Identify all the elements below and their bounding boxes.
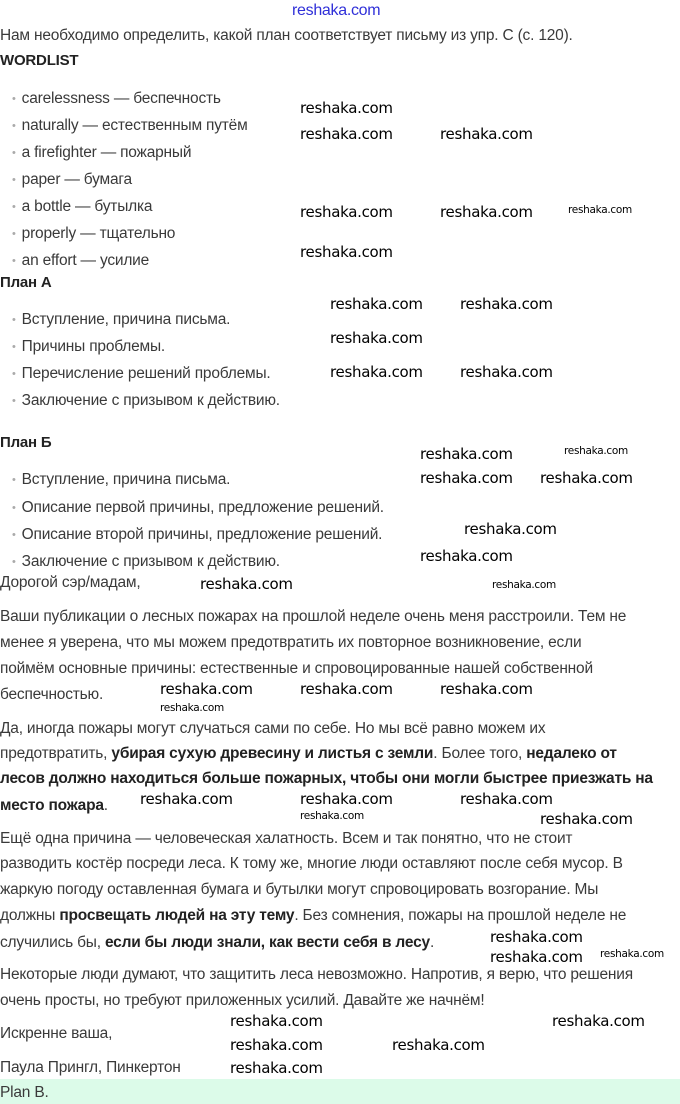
plan-b-item: • Описание первой причины, предложение решений. xyxy=(12,499,384,518)
watermark: reshaka.com xyxy=(564,445,628,457)
watermark: reshaka.com xyxy=(300,680,393,698)
answer-text: Plan B. xyxy=(0,1084,49,1101)
text-segment: беспечностью. xyxy=(0,686,104,703)
watermark: reshaka.com xyxy=(460,363,553,381)
text-segment: случились бы, xyxy=(0,934,105,951)
letter-line xyxy=(0,830,572,848)
letter-line xyxy=(0,660,593,678)
watermark-top: reshaka.com xyxy=(292,2,381,19)
watermark: reshaka.com xyxy=(300,99,393,117)
text-segment: Ещё одна причина — человеческая халатность. Всем и так понятно, что не стоит xyxy=(0,830,573,847)
bold-phrase: убирая сухую древесину и листья с земли xyxy=(111,745,434,762)
bold-phrase: если бы люди знали, как вести себя в лесу xyxy=(104,934,430,951)
letter-line xyxy=(0,992,484,1010)
letter-line xyxy=(0,855,623,873)
letter-line xyxy=(0,907,626,925)
watermark: reshaka.com xyxy=(300,243,393,261)
plan-a-item: • Перечисление решений проблемы. xyxy=(12,365,271,384)
intro-text: Нам необходимо определить, какой план соответствует письму из упр. C (с. 120). xyxy=(0,27,573,44)
letter-line xyxy=(0,966,633,984)
watermark: reshaka.com xyxy=(230,1012,323,1030)
letter-line xyxy=(0,608,626,626)
text-segment: . xyxy=(103,797,108,814)
watermark: reshaka.com xyxy=(540,810,633,828)
watermark: reshaka.com xyxy=(420,469,513,487)
text-segment: . Без сомнения, пожары на прошлой неделе не xyxy=(294,907,627,924)
plan-a-item: • Причины проблемы. xyxy=(12,338,165,357)
wordlist-item: • properly — тщательно xyxy=(12,225,175,244)
text-segment: разводить костёр посреди леса. К тому же, многие люди оставляют после себя мусор. В xyxy=(0,855,623,872)
watermark: reshaka.com xyxy=(460,295,553,313)
letter-line xyxy=(0,881,598,899)
watermark: reshaka.com xyxy=(200,575,293,593)
text-segment: жаркую погоду оставленная бумага и бутылки могут спровоцировать возгорание. Мы xyxy=(0,881,599,898)
watermark: reshaka.com xyxy=(552,1012,645,1030)
wordlist-item: • carelessness — беспечность xyxy=(12,90,221,109)
watermark: reshaka.com xyxy=(490,928,583,946)
watermark: reshaka.com xyxy=(600,948,664,960)
watermark: reshaka.com xyxy=(300,203,393,221)
watermark: reshaka.com xyxy=(330,329,423,347)
watermark: reshaka.com xyxy=(230,1059,323,1077)
letter-greeting: Дорогой сэр/мадам, xyxy=(0,574,141,591)
text-segment: очень просты, но требуют приложенных усилий. Давайте же начнём! xyxy=(0,992,485,1009)
text-segment: должны xyxy=(0,907,60,924)
watermark: reshaka.com xyxy=(568,204,632,216)
wordlist-item: • a bottle — бутылка xyxy=(12,198,152,217)
watermark: reshaka.com xyxy=(392,1036,485,1054)
letter-line xyxy=(0,770,653,788)
text-segment: Да, иногда пожары могут случаться сами по себе. Но мы всё равно можем их xyxy=(0,720,546,737)
bold-phrase: место пожара xyxy=(0,797,104,814)
letter-line xyxy=(0,745,617,763)
plan-b-item: • Описание второй причины, предложение решений. xyxy=(12,526,382,545)
wordlist-heading: WORDLIST xyxy=(0,52,79,69)
watermark: reshaka.com xyxy=(420,547,513,565)
bold-phrase: лесов должно находиться больше пожарных, чтобы они могли быстрее приезжать на xyxy=(0,770,653,787)
watermark: reshaka.com xyxy=(460,790,553,808)
text-segment: Некоторые люди думают, что защитить леса невозможно. Напротив, я верю, что решения xyxy=(0,966,633,983)
watermark: reshaka.com xyxy=(300,125,393,143)
plan-b-heading: План Б xyxy=(0,434,52,451)
watermark: reshaka.com xyxy=(330,295,423,313)
text-segment: . xyxy=(429,934,435,951)
plan-a-item: • Вступление, причина письма. xyxy=(12,311,230,330)
plan-a-heading: План А xyxy=(0,274,52,291)
letter-line xyxy=(0,720,545,738)
text-segment: . Более того, xyxy=(433,745,527,762)
watermark: reshaka.com xyxy=(420,445,513,463)
watermark: reshaka.com xyxy=(300,810,364,822)
watermark: reshaka.com xyxy=(440,203,533,221)
plan-a-item: • Заключение с призывом к действию. xyxy=(12,392,280,411)
watermark: reshaka.com xyxy=(140,790,233,808)
text-segment: Ваши публикации о лесных пожарах на прошлой неделе очень меня расстроили. Тем не xyxy=(0,608,627,625)
text-segment: предотвратить, xyxy=(0,745,112,762)
answer-box xyxy=(0,1079,680,1104)
watermark: reshaka.com xyxy=(160,680,253,698)
bold-phrase: недалеко от xyxy=(526,745,617,762)
watermark: reshaka.com xyxy=(160,702,224,714)
wordlist-item: • naturally — естественным путём xyxy=(12,117,248,136)
watermark: reshaka.com xyxy=(230,1036,323,1054)
wordlist-item: • an effort — усилие xyxy=(12,252,149,271)
watermark: reshaka.com xyxy=(440,680,533,698)
letter-line xyxy=(0,797,108,815)
wordlist-item: • a firefighter — пожарный xyxy=(12,144,191,163)
watermark: reshaka.com xyxy=(490,948,583,966)
watermark: reshaka.com xyxy=(492,579,556,591)
letter-line xyxy=(0,686,103,704)
plan-b-item: • Вступление, причина письма. xyxy=(12,471,230,490)
letter-line xyxy=(0,934,434,952)
text-segment: поймём основные причины: естественные и спровоцированные нашей собственной xyxy=(0,660,593,677)
bold-phrase: просвещать людей на эту тему xyxy=(59,907,295,924)
letter-signature: Паула Прингл, Пинкертон xyxy=(0,1059,181,1076)
watermark: reshaka.com xyxy=(464,520,557,538)
watermark: reshaka.com xyxy=(440,125,533,143)
watermark: reshaka.com xyxy=(330,363,423,381)
wordlist-item: • paper — бумага xyxy=(12,171,132,190)
watermark: reshaka.com xyxy=(300,790,393,808)
watermark: reshaka.com xyxy=(540,469,633,487)
letter-closing: Искренне ваша, xyxy=(0,1025,113,1042)
letter-line xyxy=(0,634,581,652)
text-segment: менее я уверена, что мы можем предотвратить их повторное возникновение, если xyxy=(0,634,582,651)
plan-b-item: • Заключение с призывом к действию. xyxy=(12,553,280,572)
